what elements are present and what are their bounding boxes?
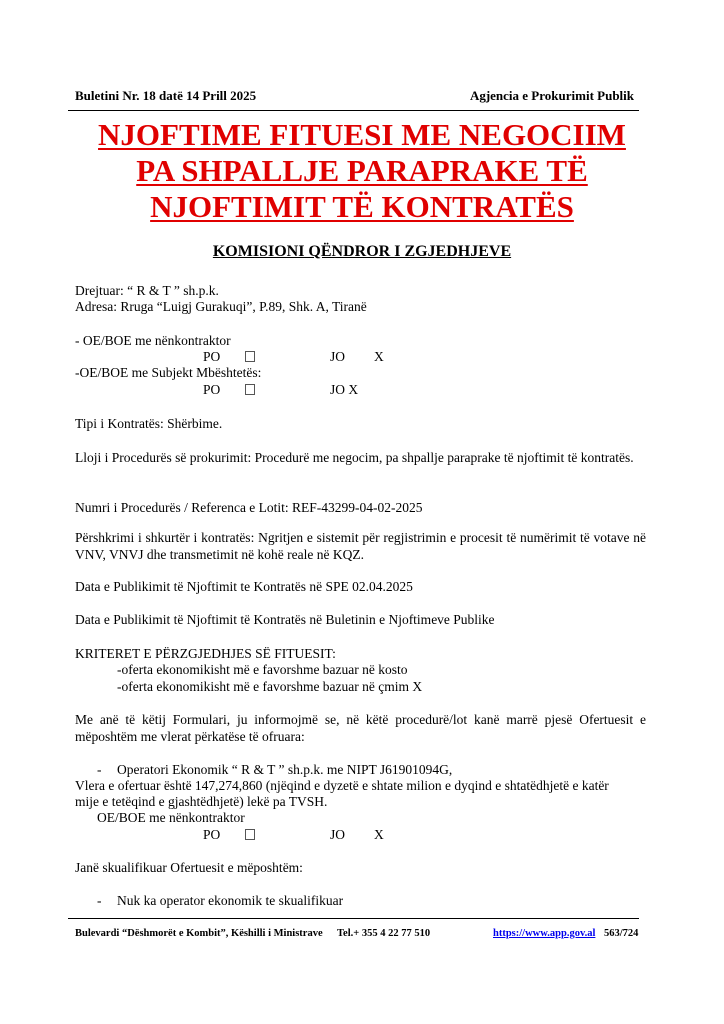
bidder-subcontractor-label: OE/BOE me nënkontraktor (97, 810, 245, 825)
subcontractor-yes-label: PO (203, 349, 221, 364)
footer-divider (68, 918, 639, 919)
bidder-sub-yes-label: PO (203, 827, 221, 842)
authority-name: KOMISIONI QËNDROR I ZGJEDHJEVE (212, 243, 512, 260)
contract-description: Përshkrimi i shkurtër i kontratës: Ngritjen e sistemit për regjistrimin e procesit të numërimit të votave në VNV, VNVJ dhe transmetimit në kohë reale në KQZ. (75, 530, 646, 562)
procedure-number: Numri i Procedurës / Referenca e Lotit: REF-43299-04-02-2025 (75, 500, 423, 515)
bidders-intro: Me anë të këtij Formulari, ju informojmë se, në këtë procedurë/lot kanë marrë pjesë Ofertuesit e mëposhtëm me vlerat përkatëse të ofruara: (75, 712, 646, 744)
subcontractor-no-mark: X (374, 349, 384, 364)
bid-value-line-2: mije e tetëqind e gjashtëdhjetë) lekë pa TVSH. (75, 794, 328, 809)
subcontractor-label: - OE/BOE me nënkontraktor (75, 333, 231, 348)
support-yes-checkbox[interactable] (245, 384, 255, 395)
footer-link-wrap (493, 928, 595, 939)
title-line-3: NJOFTIMIT TË KONTRATËS (150, 189, 574, 224)
bidder-sub-yes-checkbox[interactable] (245, 829, 255, 840)
disqualified-bullet: - (97, 893, 102, 908)
subcontractor-no-label: JO (330, 349, 346, 364)
bulletin-number: Buletini Nr. 18 datë 14 Prill 2025 (75, 88, 257, 103)
bidder-bullet: - (97, 762, 102, 777)
footer-address: Bulevardi “Dëshmorët e Kombit”, Këshilli i Ministrave (75, 928, 323, 939)
title-line-2: PA SHPALLJE PARAPRAKE TË (136, 153, 588, 188)
publication-date-bulletin: Data e Publikimit të Njoftimit të Kontratës në Buletinin e Njoftimeve Publike (75, 612, 495, 627)
bidder-operator: Operatori Ekonomik “ R & T ” sh.p.k. me NIPT J61901094G, (117, 762, 453, 777)
criteria-heading: KRITERET E PËRZGJEDHJES SË FITUESIT: (75, 646, 336, 661)
footer-website-link[interactable]: https://www.app.gov.al (493, 928, 596, 939)
header-divider (68, 110, 639, 111)
page-number: 563/724 (604, 928, 639, 939)
bidder-sub-no-mark: X (374, 827, 384, 842)
support-subject-label: -OE/BOE me Subjekt Mbështetës: (75, 365, 262, 380)
criteria-option-price: -oferta ekonomikisht më e favorshme bazuar në çmim X (117, 679, 423, 694)
agency-name: Agjencia e Prokurimit Publik (469, 88, 634, 103)
contract-type: Tipi i Kontratës: Shërbime. (75, 416, 223, 431)
support-no-label: JO X (330, 382, 359, 397)
support-yes-label: PO (203, 382, 221, 397)
footer-phone: Tel.+ 355 4 22 77 510 (337, 928, 431, 939)
bidder-sub-no-label: JO (330, 827, 346, 842)
disqualified-heading: Janë skualifikuar Ofertuesit e mëposhtëm: (75, 860, 303, 875)
address: Adresa: Rruga “Luigj Gurakuqi”, P.89, Shk. A, Tiranë (75, 299, 367, 314)
criteria-option-cost: -oferta ekonomikisht më e favorshme bazuar në kosto (117, 662, 408, 677)
disqualified-item: Nuk ka operator ekonomik te skualifikuar (117, 893, 344, 908)
title-line-1: NJOFTIME FITUESI ME NEGOCIIM (98, 117, 626, 152)
bid-value-line-1: Vlera e ofertuar është 147,274,860 (njëqind e dyzetë e shtate milion e dyqind e shtatëdhjetë e katër (75, 778, 609, 793)
subcontractor-yes-checkbox[interactable] (245, 351, 255, 362)
procedure-type: Lloji i Procedurës së prokurimit: Procedurë me negocim, pa shpallje paraprake të njoftimit të kontratës. (75, 450, 634, 465)
directed-to: Drejtuar: “ R & T ” sh.p.k. (75, 283, 219, 298)
publication-date-spe: Data e Publikimit të Njoftimit te Kontratës në SPE 02.04.2025 (75, 579, 413, 594)
page-title (68, 117, 656, 225)
